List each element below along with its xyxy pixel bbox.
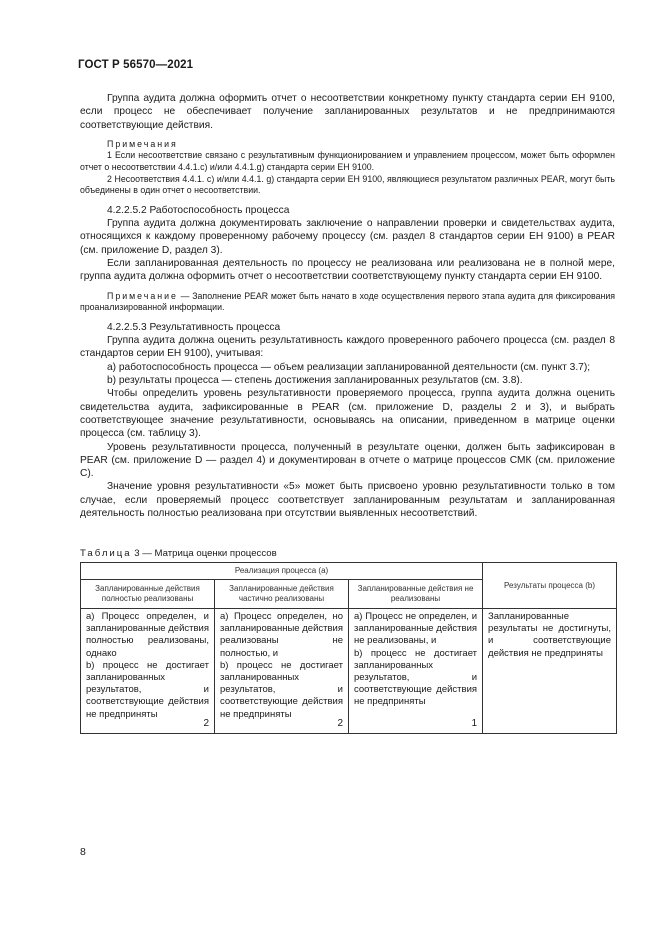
table-caption-text: 3 — Матрица оценки процессов (131, 548, 277, 559)
section-4-2-2-5-3-paragraph-3: Уровень результативности процесса, полученный в результате оценки, должен быть зафиксирован в PEAR (см. приложение D — раздел 4) и документирован в отчете о матрице процессов СМК (см. приложение С). (80, 441, 615, 480)
cell-text: a) Процесс определен, но запланированные действия реализованы не полностью, и b) процесс не достигает запланированных результатов, и соответствующие действия не предприняты (220, 611, 343, 720)
section-4-2-2-5-3-paragraph-1: Группа аудита должна оценить результативность каждого проверенного рабочего процесса (см. раздел 8 стандартов серии ЕН 9100), учитывая: (80, 335, 615, 360)
main-text (80, 92, 615, 520)
notes-block (80, 139, 615, 197)
table-cell (483, 609, 617, 734)
table-cell (215, 609, 349, 734)
standard-code-header: ГОСТ Р 56570—2021 (78, 59, 194, 71)
section-4-2-2-5-2-title: 4.2.2.5.2 Работоспособность процесса (107, 204, 290, 216)
notes-title: Примечания (107, 138, 178, 149)
cell-value: 1 (471, 717, 478, 729)
column-header-partially-implemented: Запланированные действия частично реализованы (215, 580, 349, 609)
column-header-process-results: Результаты процесса (b) (483, 563, 617, 609)
list-item-a: a) работоспособность процесса — объем реализации запланированной деятельности (см. пункт 3.7); (107, 361, 591, 373)
table-cell (81, 609, 215, 734)
column-header-not-implemented: Запланированные действия не реализованы (349, 580, 483, 609)
section-4-2-2-5-3-paragraph-4: Значение уровня результативности «5» может быть присвоено уровню результативности только в том случае, если проверяемый процесс соответствует запланированным результатам и запланированная деятельность полностью реализована при отсутствии выявленных несоответствий. (80, 481, 615, 519)
group-header-process-implementation: Реализация процесса (а) (81, 563, 483, 580)
table-caption-label: Таблица (80, 548, 132, 559)
section-4-2-2-5-2-paragraph-1: Группа аудита должна документировать заключение о направлении проверки и свидетельствах аудита, относящихся к каждому проверенному рабочему процессу (см. раздел 8 стандартов серии ЕН 9100) в PEAR (см. приложение D, раздел 3). (80, 218, 615, 256)
section-4-2-2-5-3-paragraph-2: Чтобы определить уровень результативности проверяемого процесса, группа аудита должна оценить свидетельства аудита, зафиксированные в PEAR (см. приложение D, разделы 2 и 3), и выбрать соответствующее значение результативности, основываясь на описании, приведенном в матрице оценки процесса (см. таблицу 3). (80, 388, 615, 440)
note-label: Примечание (107, 290, 178, 301)
process-evaluation-matrix (80, 562, 617, 734)
cell-value: 2 (337, 717, 343, 729)
table-cell (349, 609, 483, 734)
note-block-2 (80, 291, 615, 314)
section-4-2-2-5-2-paragraph-2: Если запланированная деятельность по процессу не реализована или реализована не в полной мере, группа аудита должна оформить отчет о несоответствии соответствующему пункту стандарта серии ЕН 9100. (80, 258, 615, 283)
note-1: 1 Если несоответствие связано с результативным функционированием и управлением процессом, может быть оформлен отчет о несоответствии 4.4.1.с) и/или 4.4.1.g) стандарта серии ЕН 9100. (80, 150, 615, 173)
cell-text: Запланированные результаты не достигнуты, и соответствующие действия не предприняты (488, 611, 612, 659)
section-4-2-2-5-3-title: 4.2.2.5.3 Результативность процесса (107, 321, 281, 333)
cell-value: 2 (203, 717, 209, 729)
cell-text: a) Процесс определен, и запланированные действия полностью реализованы, однако b) процесс не достигает запланированных результатов, и соответствующие действия не предприняты (86, 611, 209, 720)
note-2: 2 Несоответствия 4.4.1. с) и/или 4.4.1. g) стандарта серии ЕН 9100, являющиеся результатом различных PEAR, могут быть объединены в один отчет о несоответствии. (80, 173, 615, 196)
note-text: — Заполнение PEAR может быть начато в ходе осуществления первого этапа аудита для фиксирования проанализированной информации. (80, 290, 615, 313)
cell-text: a) Процесс не определен, и запланированные действия не реализованы, и b) процесс не достигает запланированных результатов, и соответствующие действия не предприняты (354, 611, 478, 708)
list-item-b: b) результаты процесса — степень достижения запланированных результатов (см. 3.8). (107, 375, 523, 387)
table-caption (80, 548, 277, 559)
paragraph-nonconformity-report: Группа аудита должна оформить отчет о несоответствии конкретному пункту стандарта серии ЕН 9100, если процесс не обеспечивает получение запланированных результатов и не предпринимаются соответствующие действия. (80, 93, 615, 131)
page-number: 8 (80, 846, 86, 858)
column-header-fully-implemented: Запланированные действия полностью реализованы (81, 580, 215, 609)
